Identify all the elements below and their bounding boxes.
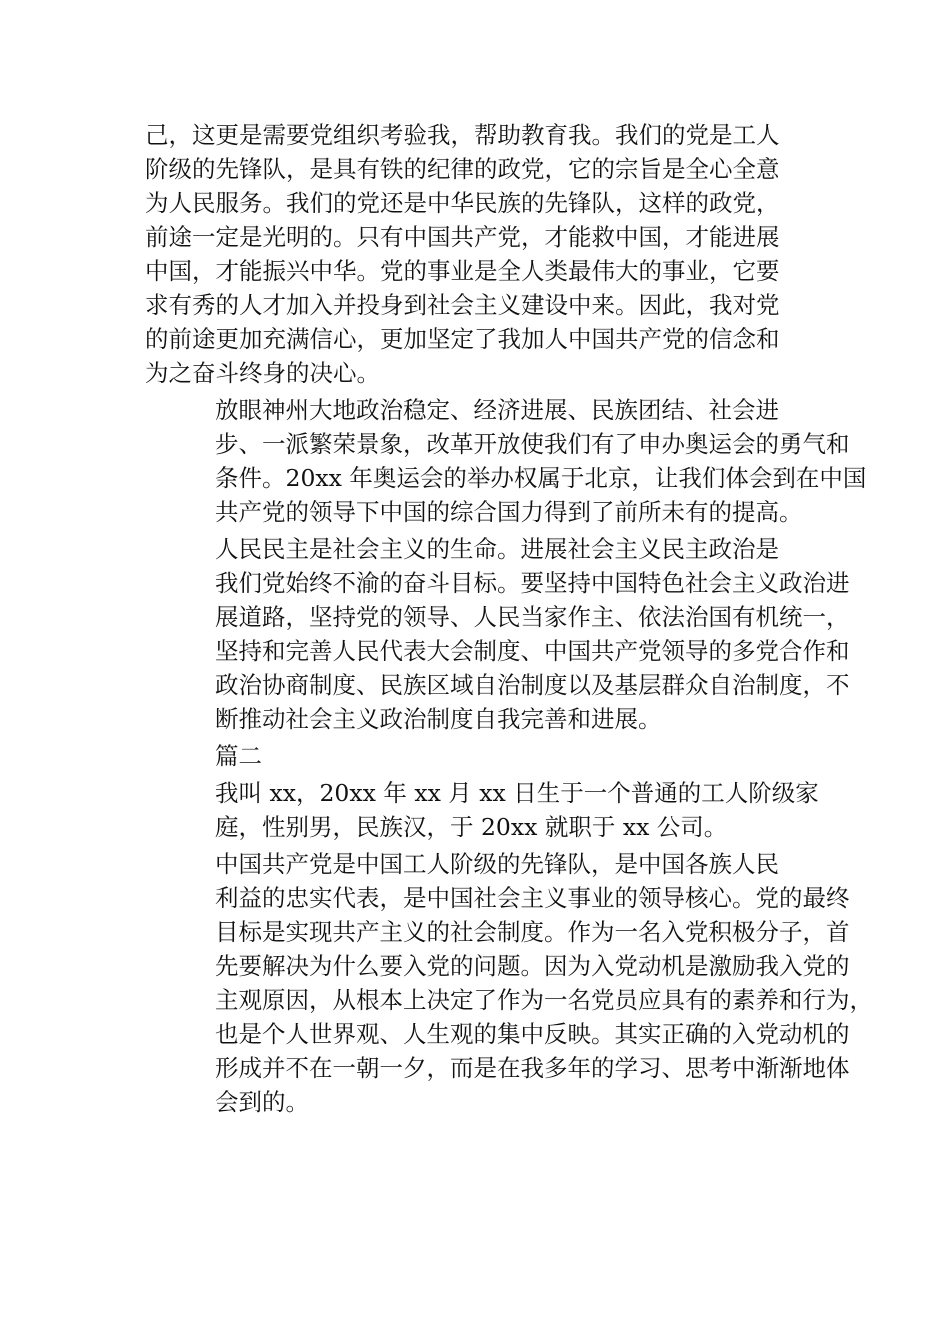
- text-line: 展道路，坚持党的领导、人民当家作主、依法治国有机统一，: [215, 603, 850, 631]
- text-line: 篇二: [215, 742, 262, 770]
- text-line: 会到的。: [215, 1088, 309, 1116]
- text-line: 人民民主是社会主义的生命。进展社会主义民主政治是: [215, 535, 779, 563]
- text-line: 前途一定是光明的。只有中国共产党，才能救中国，才能进展: [145, 223, 780, 251]
- text-line: 先要解决为什么要入党的问题。因为入党动机是激励我入党的: [215, 952, 850, 980]
- text-line: 我叫 xx，20xx 年 xx 月 xx 日生于一个普通的工人阶级家: [215, 779, 819, 807]
- text-line: 放眼神州大地政治稳定、经济进展、民族团结、社会进: [215, 396, 779, 424]
- text-line: 坚持和完善人民代表大会制度、中国共产党领导的多党合作和: [215, 637, 850, 665]
- paragraph: [145, 847, 873, 1119]
- text-line: 主观原因，从根本上决定了作为一名党员应具有的素养和行为，: [215, 986, 873, 1014]
- text-line: 我们党始终不渝的奋斗目标。要坚持中国特色社会主义政治进: [215, 569, 850, 597]
- text-line: 步、一派繁荣景象，改革开放使我们有了申办奥运会的勇气和: [215, 430, 850, 458]
- paragraph: [145, 393, 867, 529]
- text-line: 也是个人世界观、人生观的集中反映。其实正确的入党动机的: [215, 1020, 850, 1048]
- paragraph: [145, 118, 807, 390]
- document-page: [145, 118, 873, 1122]
- text-line: 条件。20xx 年奥运会的举办权属于北京，让我们体会到在中国: [215, 464, 867, 492]
- text-line: 为之奋斗终身的决心。: [145, 359, 380, 387]
- text-line: 共产党的领导下中国的综合国力得到了前所未有的提高。: [215, 498, 803, 526]
- text-line: 求有秀的人才加入并投身到社会主义建设中来。因此，我对党: [145, 291, 780, 319]
- text-line: 为人民服务。我们的党还是中华民族的先锋队，这样的政党，: [145, 189, 780, 217]
- text-line: 政治协商制度、民族区域自治制度以及基层群众自治制度，不: [215, 671, 850, 699]
- text-line: 利益的忠实代表，是中国社会主义事业的领导核心。党的最终: [215, 884, 850, 912]
- text-line: 庭，性别男，民族汉，于 20xx 就职于 xx 公司。: [215, 813, 728, 841]
- paragraph: [145, 532, 850, 736]
- text-line: 中国，才能振兴中华。党的事业是全人类最伟大的事业，它要: [145, 257, 780, 285]
- text-line: 断推动社会主义政治制度自我完善和进展。: [215, 705, 662, 733]
- text-line: 的前途更加充满信心，更加坚定了我加人中国共产党的信念和: [145, 325, 780, 353]
- text-line: 中国共产党是中国工人阶级的先锋队，是中国各族人民: [215, 850, 779, 878]
- text-line: 己，这更是需要党组织考验我，帮助教育我。我们的党是工人: [145, 121, 780, 149]
- text-line: 目标是实现共产主义的社会制度。作为一名入党积极分子，首: [215, 918, 850, 946]
- text-line: 阶级的先锋队，是具有铁的纪律的政党，它的宗旨是全心全意: [145, 155, 780, 183]
- paragraph: [145, 776, 819, 844]
- text-line: 形成并不在一朝一夕，而是在我多年的学习、思考中渐渐地体: [215, 1054, 850, 1082]
- paragraph: [145, 739, 807, 773]
